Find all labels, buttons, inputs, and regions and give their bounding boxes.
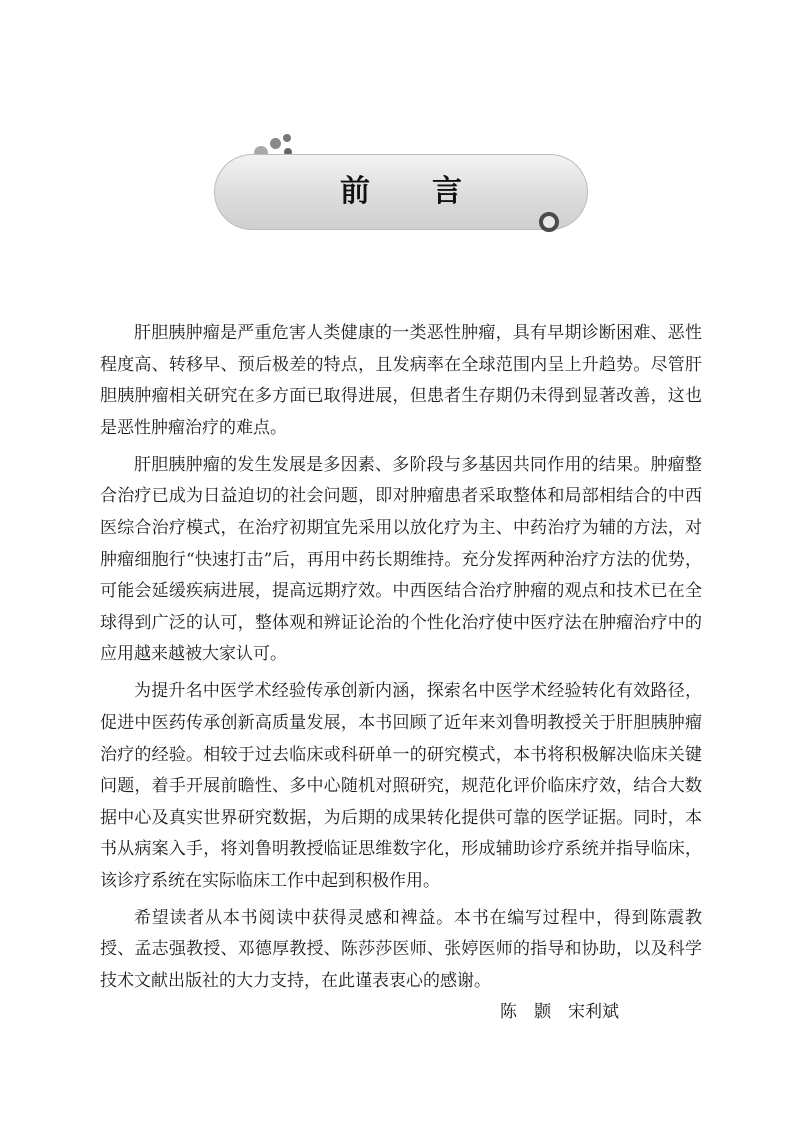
title-banner xyxy=(214,154,588,230)
decorative-dot-icon xyxy=(270,138,281,149)
decorative-dot-icon xyxy=(283,134,291,142)
decorative-ring-icon xyxy=(539,212,559,232)
paragraph-1: 肝胆胰肿瘤是严重危害人类健康的一类恶性肿瘤，具有早期诊断困难、恶性程度高、转移早、预后极差的特点，且发病率在全球范围内呈上升趋势。尽管肝胆胰肿瘤相关研究在多方面已取得进展，但患者生存期仍未得到显著改善，这也是恶性肿瘤治疗的难点。 xyxy=(100,323,702,438)
paragraph-4: 希望读者从本书阅读中获得灵感和裨益。本书在编写过程中，得到陈震教授、孟志强教授、邓德厚教授、陈莎莎医师、张婷医师的指导和协助，以及科学技术文献出版社的大力支持，在此谨表衷心的感谢。 xyxy=(100,907,702,992)
preface-body xyxy=(100,318,702,1003)
page-title: 前言 xyxy=(340,174,524,209)
title-banner-group xyxy=(214,134,588,244)
paragraph-2: 肝胆胰肿瘤的发生发展是多因素、多阶段与多基因共同作用的结果。肿瘤整合治疗已成为日益迫切的社会问题，即对肿瘤患者采取整体和局部相结合的中西医综合治疗模式，在治疗初期宜先采用以放化疗为主、中药治疗为辅的方法，对肿瘤细胞行“快速打击”后，再用中药长期维持。充分发挥两种治疗方法的优势，可能会延缓疾病进展，提高远期疗效。中西医结合治疗肿瘤的观点和技术已在全球得到广泛的认可，整体观和辨证论治的个性化治疗使中医疗法在肿瘤治疗中的应用越来越被大家认可。 xyxy=(100,454,702,665)
author-signature: 陈 颢 宋利斌 xyxy=(500,1002,619,1022)
paragraph-3: 为提升名中医学术经验传承创新内涵，探索名中医学术经验转化有效路径，促进中医药传承创新高质量发展，本书回顾了近年来刘鲁明教授关于肝胆胰肿瘤治疗的经验。相较于过去临床或科研单一的研究模式，本书将积极解决临床关键问题，着手开展前瞻性、多中心随机对照研究，规范化评价临床疗效，结合大数据中心及真实世界研究数据，为后期的成果转化提供可靠的医学证据。同时，本书从病案入手，将刘鲁明教授临证思维数字化，形成辅助诊疗系统并指导临床，该诊疗系统在实际临床工作中起到积极作用。 xyxy=(100,681,702,891)
